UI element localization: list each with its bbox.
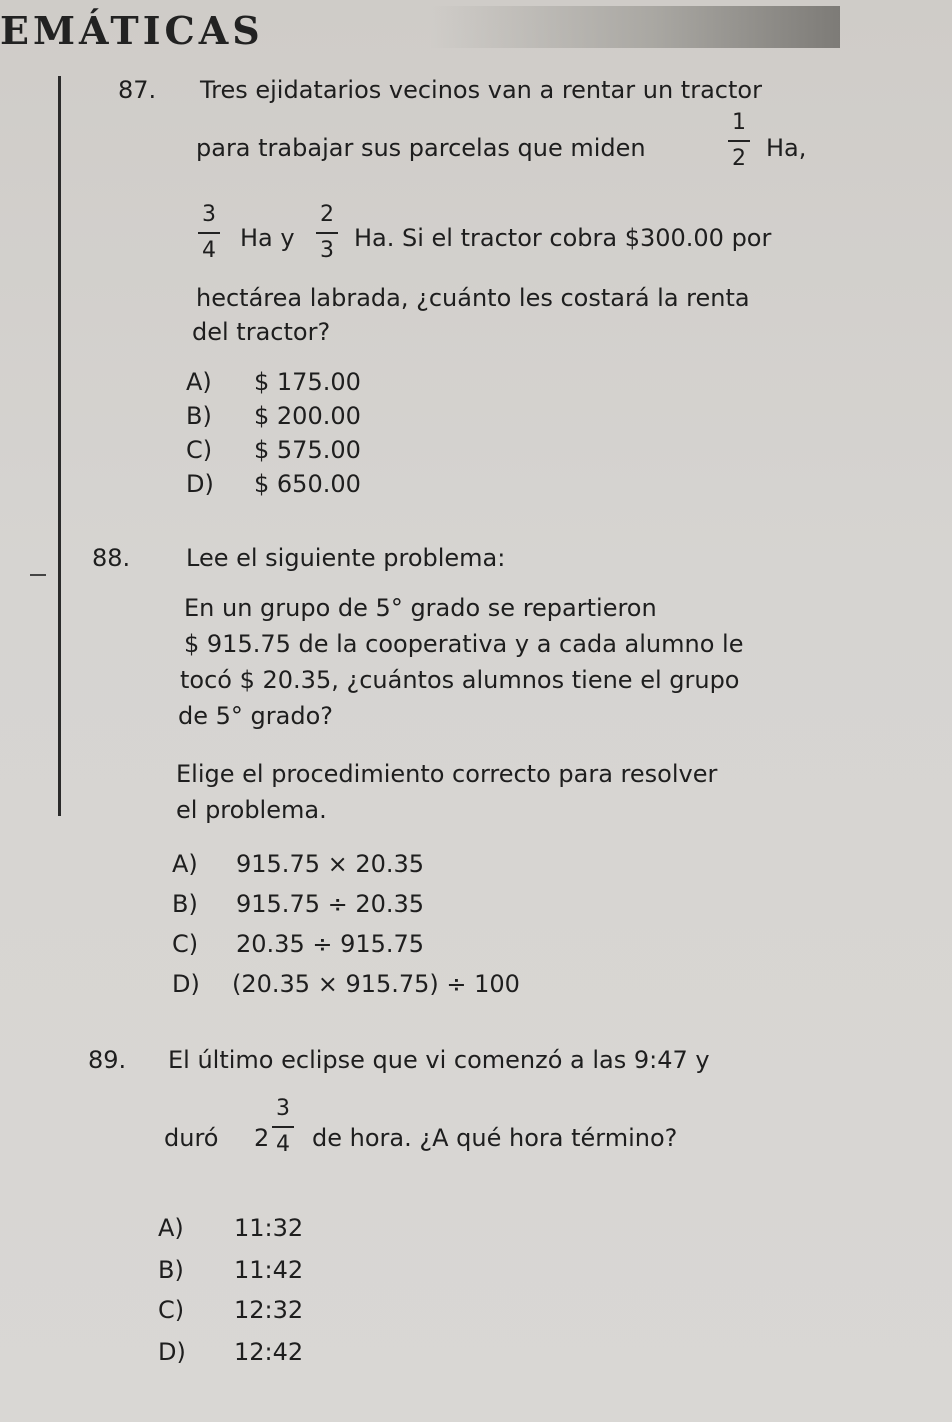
option-letter[interactable]: C) (186, 436, 213, 464)
fraction-one-half (728, 112, 750, 170)
fraction-denominator: 2 (732, 146, 746, 171)
fraction-bar (272, 1126, 294, 1128)
option-letter[interactable]: C) (158, 1296, 185, 1324)
question-number: 89. (88, 1046, 127, 1074)
option-value[interactable]: 915.75 ÷ 20.35 (236, 890, 425, 918)
option-letter[interactable]: B) (172, 890, 198, 918)
question-text-line: duró (164, 1124, 219, 1152)
margin-line (58, 76, 61, 816)
option-letter[interactable]: A) (158, 1214, 184, 1242)
question-text-line: para trabajar sus parcelas que miden (196, 134, 646, 162)
question-text-line: Ha, (766, 134, 807, 162)
fraction-numerator: 3 (276, 1096, 290, 1121)
question-text-line: hectárea labrada, ¿cuánto les costará la renta (196, 284, 750, 312)
option-value[interactable]: (20.35 × 915.75) ÷ 100 (232, 970, 520, 998)
fraction-bar (728, 140, 750, 142)
option-value[interactable]: 11:42 (234, 1256, 304, 1284)
fraction-numerator: 1 (732, 110, 746, 135)
fraction-numerator: 2 (320, 202, 334, 227)
question-text-line: Ha y (240, 224, 295, 252)
mixed-number-whole: 2 (254, 1124, 270, 1152)
option-value[interactable]: 20.35 ÷ 915.75 (236, 930, 425, 958)
option-value[interactable]: 915.75 × 20.35 (236, 850, 425, 878)
margin-tick (30, 574, 46, 576)
instruction-text-line: el problema. (176, 796, 327, 824)
fraction-three-quarters (198, 204, 220, 262)
question-text-line: El último eclipse que vi comenzó a las 9:47 y (168, 1046, 710, 1074)
instruction-text-line: Elige el procedimiento correcto para resolver (176, 760, 718, 788)
option-value[interactable]: $ 575.00 (254, 436, 361, 464)
option-value[interactable]: 12:32 (234, 1296, 304, 1324)
problem-text-line: $ 915.75 de la cooperativa y a cada alumno le (184, 630, 744, 658)
header-shadow-band (430, 6, 840, 48)
question-text-line: de hora. ¿A qué hora término? (312, 1124, 678, 1152)
option-value[interactable]: $ 200.00 (254, 402, 361, 430)
option-letter[interactable]: C) (172, 930, 199, 958)
option-value[interactable]: $ 650.00 (254, 470, 361, 498)
fraction-denominator: 4 (202, 238, 216, 263)
fraction-three-quarters (272, 1098, 294, 1156)
question-number: 87. (118, 76, 157, 104)
fraction-bar (198, 232, 220, 234)
question-number: 88. (92, 544, 131, 572)
fraction-denominator: 4 (276, 1132, 290, 1157)
option-letter[interactable]: D) (186, 470, 214, 498)
option-letter[interactable]: D) (172, 970, 200, 998)
option-letter[interactable]: D) (158, 1338, 186, 1366)
problem-text-line: de 5° grado? (178, 702, 333, 730)
option-value[interactable]: 12:42 (234, 1338, 304, 1366)
fraction-bar (316, 232, 338, 234)
fraction-numerator: 3 (202, 202, 216, 227)
page-header-title: EMÁTICAS (0, 8, 264, 53)
problem-text-line: tocó $ 20.35, ¿cuántos alumnos tiene el grupo (180, 666, 740, 694)
option-letter[interactable]: B) (158, 1256, 184, 1284)
problem-text-line: En un grupo de 5° grado se repartieron (184, 594, 657, 622)
question-text-line: Tres ejidatarios vecinos van a rentar un tractor (200, 76, 762, 104)
option-letter[interactable]: B) (186, 402, 212, 430)
option-letter[interactable]: A) (186, 368, 212, 396)
fraction-two-thirds (316, 204, 338, 262)
question-text-line: Ha. Si el tractor cobra $300.00 por (354, 224, 772, 252)
fraction-denominator: 3 (320, 238, 334, 263)
option-letter[interactable]: A) (172, 850, 198, 878)
option-value[interactable]: $ 175.00 (254, 368, 361, 396)
question-intro: Lee el siguiente problema: (186, 544, 506, 572)
question-text-line: del tractor? (192, 318, 331, 346)
option-value[interactable]: 11:32 (234, 1214, 304, 1242)
